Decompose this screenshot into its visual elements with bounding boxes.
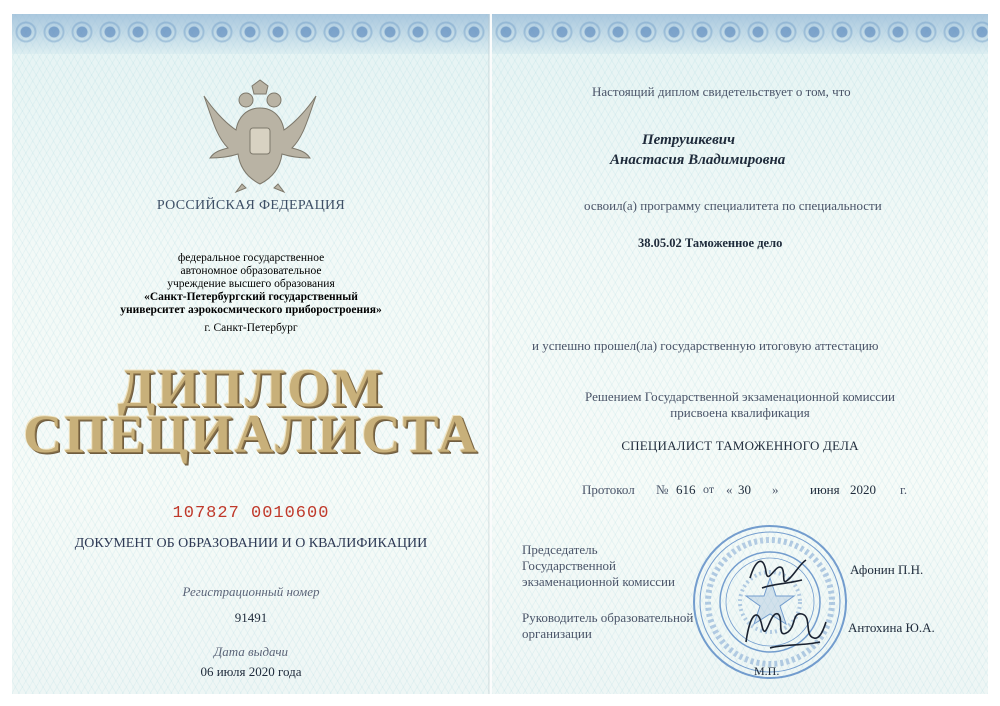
protocol-number-sign: № <box>656 482 669 497</box>
registration-label: Регистрационный номер <box>182 584 320 599</box>
program-text: освоил(а) программу специалитета по специальности <box>584 198 882 213</box>
institution-name: «Санкт-Петербургский государственный <box>144 291 358 303</box>
diploma-left-page <box>12 14 490 694</box>
attestation-text: и успешно прошел(ла) государственную итоговую аттестацию <box>532 338 879 353</box>
diploma-right-page <box>492 14 988 694</box>
protocol-month: июня <box>810 482 840 497</box>
chair-label: Государственной <box>522 558 617 573</box>
protocol-year-suffix: г. <box>900 482 908 497</box>
graduate-given-names: Анастасия Владимировна <box>610 152 786 168</box>
head-signature-icon <box>740 592 830 656</box>
head-label: Руководитель образовательной <box>522 610 694 625</box>
institution-name: университет аэрокосмического приборостроения» <box>120 304 382 316</box>
document-subtitle: ДОКУМЕНТ ОБ ОБРАЗОВАНИИ И О КВАЛИФИКАЦИИ <box>74 536 428 551</box>
institution-line: учреждение высшего образования <box>167 278 335 290</box>
commission-decision-text: Решением Государственной экзаменационной комиссии <box>585 389 895 404</box>
institution-line: автономное образовательное <box>180 265 322 277</box>
qualification: СПЕЦИАЛИСТ ТАМОЖЕННОГО ДЕЛА <box>621 438 859 453</box>
chair-label: экзаменационной комиссии <box>522 574 675 589</box>
head-name: Антохина Ю.А. <box>848 620 935 635</box>
protocol-from: от <box>703 482 715 496</box>
chair-signature-icon <box>742 548 812 598</box>
serial-number: 107827 0010600 <box>172 504 330 523</box>
certifies-text: Настоящий диплом свидетельствует о том, что <box>592 84 851 99</box>
head-label: организации <box>522 626 592 641</box>
coat-of-arms-icon <box>198 78 322 194</box>
document-title: ДИПЛОМ <box>117 358 385 418</box>
issue-date-label: Дата выдачи <box>213 644 289 659</box>
chair-label: Председатель <box>522 542 598 557</box>
country-name: РОССИЙСКАЯ ФЕДЕРАЦИЯ <box>156 198 346 213</box>
specialty: 38.05.02 Таможенное дело <box>638 236 783 250</box>
document-title: СПЕЦИАЛИСТА <box>23 404 479 464</box>
commission-decision-text: присвоена квалификация <box>670 405 810 420</box>
protocol-label: Протокол <box>582 482 635 497</box>
graduate-surname: Петрушкевич <box>642 132 735 148</box>
protocol-quote-close: » <box>772 482 779 497</box>
issue-date: 06 июля 2020 года <box>200 664 302 679</box>
protocol-day: 30 <box>738 482 751 497</box>
registration-number: 91491 <box>234 610 268 625</box>
institution-city: г. Санкт-Петербург <box>204 322 298 334</box>
chair-name: Афонин П.Н. <box>850 562 924 577</box>
stamp-mark: М.П. <box>754 664 780 678</box>
decorative-border-top <box>492 14 988 54</box>
protocol-number: 616 <box>676 482 696 497</box>
institution-line: федеральное государственное <box>177 252 325 264</box>
decorative-border-top <box>12 14 490 54</box>
protocol-year: 2020 <box>850 482 876 497</box>
protocol-quote-open: « <box>726 482 733 497</box>
